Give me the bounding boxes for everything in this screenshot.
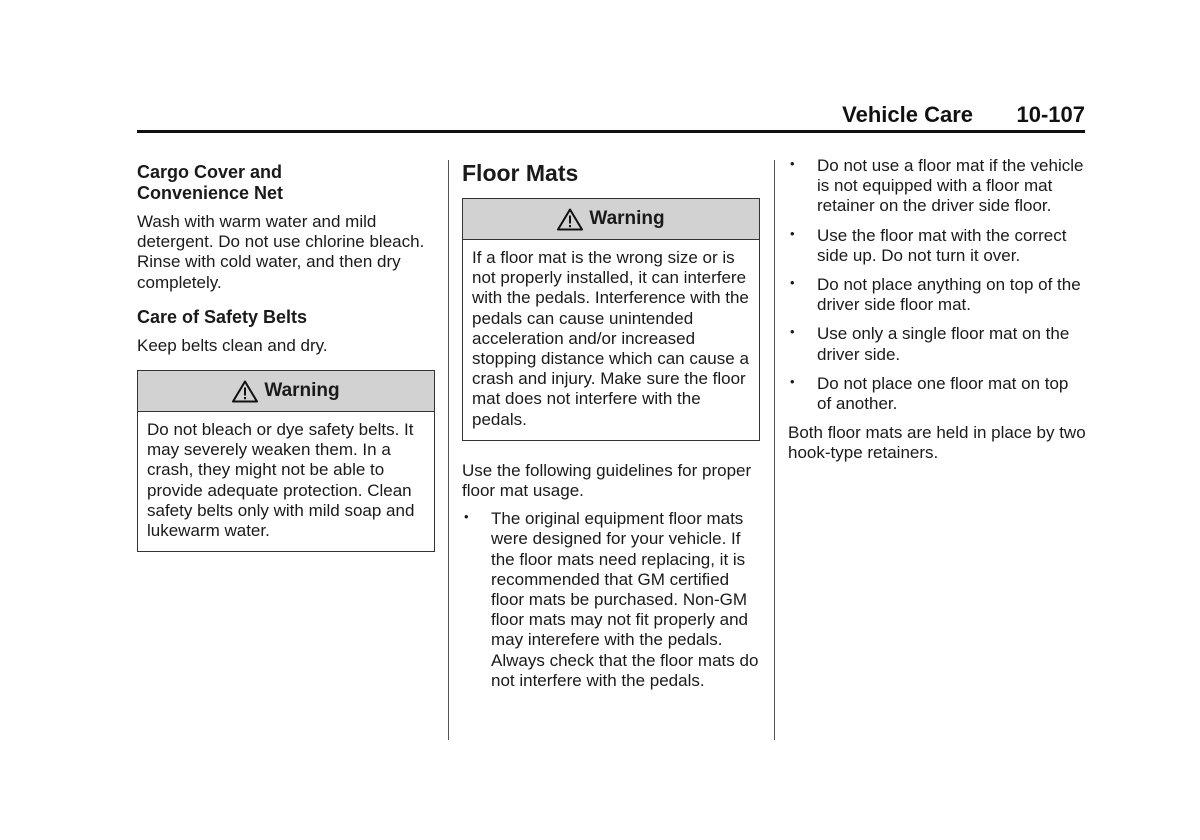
column-divider-2 (774, 160, 775, 740)
warning-header (463, 199, 759, 240)
cargo-cover-paragraph: Wash with warm water and mild detergent. Do not use chlorine bleach. Rinse with cold water, and then dry completely. (137, 212, 425, 292)
warning-header (138, 371, 434, 412)
bullet-dot-icon: • (790, 156, 795, 171)
bullet-dot-icon: • (790, 373, 795, 389)
warning-text: Do not bleach or dye safety belts. It may severely weaken them. In a crash, they might not be able to provide adequate protection. Clean safety belts only with mild soap and lukewarm water. (147, 420, 415, 541)
page-header (137, 100, 1085, 133)
safety-belts-warning-box (137, 370, 435, 552)
warning-title: Warning (589, 207, 665, 229)
list-item-text: Do not place anything on top of the driver side floor mat. (817, 275, 1081, 315)
bullet-dot-icon: • (790, 275, 795, 291)
retainers-paragraph: Both floor mats are held in place by two hook-type retainers. (788, 423, 1086, 463)
floor-mat-rules-list (788, 156, 1086, 414)
warning-triangle-icon (232, 380, 258, 403)
list-item (788, 324, 1086, 364)
guidelines-intro: Use the following guidelines for proper floor mat usage. (462, 460, 752, 501)
column-1 (137, 162, 435, 552)
list-item-text: Do not place one floor mat on top of another. (817, 373, 1069, 414)
bullet-dot-icon: • (790, 225, 795, 241)
list-item-text: The original equipment floor mats were designed for your vehicle. If the floor mats need replacing, it is recommended that GM certified floor mats be purchased. Non-GM floor mats may not fit properly and may interefere with the pedals. Always check that the floor mats do not interfere with the pedals. (491, 509, 759, 690)
list-item (788, 374, 1086, 414)
safety-belts-paragraph: Keep belts clean and dry. (137, 335, 328, 355)
page-number: 10-107 (1016, 102, 1085, 127)
warning-text: If a floor mat is the wrong size or is not properly installed, it can interfere with the pedals. Interference with the pedals can cause unintended acceleration and/or increased stopping distance which can cause a crash and injury. Make sure the floor mat does not interfere with the pedals. (472, 248, 749, 429)
list-item (788, 156, 1086, 217)
list-item (462, 509, 760, 691)
list-item-text: Use only a single floor mat on the driver side. (817, 324, 1070, 364)
cargo-cover-heading-line1: Cargo Cover and (137, 162, 283, 182)
list-item-text: Do not use a floor mat if the vehicle is not equipped with a floor mat retainer on the driver side floor. (817, 156, 1084, 216)
cargo-cover-heading-line2: Convenience Net (137, 183, 284, 203)
list-item-text: Use the floor mat with the correct side up. Do not turn it over. (817, 225, 1067, 265)
column-2 (462, 158, 760, 700)
bullet-dot-icon: • (790, 324, 795, 340)
column-3 (788, 156, 1086, 464)
column-divider-1 (448, 160, 449, 740)
safety-belts-heading: Care of Safety Belts (137, 306, 308, 327)
section-title: Vehicle Care (842, 102, 973, 127)
guidelines-list (462, 509, 760, 691)
warning-triangle-icon (557, 208, 583, 231)
list-item (788, 226, 1086, 266)
list-item (788, 275, 1086, 315)
bullet-dot-icon: • (464, 509, 469, 525)
floor-mats-warning-box (462, 198, 760, 441)
cargo-cover-heading (137, 162, 435, 204)
warning-title: Warning (264, 379, 340, 401)
floor-mats-title: Floor Mats (462, 160, 579, 186)
